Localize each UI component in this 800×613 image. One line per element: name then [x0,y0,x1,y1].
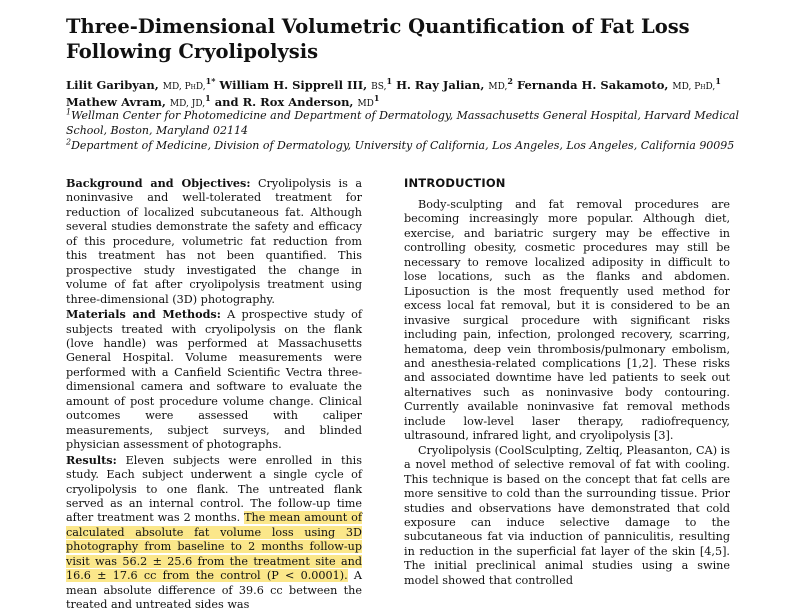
author: Fernanda H. Sakamoto, MD, PhD,$^1$ [516,76,721,92]
abstract-methods [66,307,362,453]
paper-title: Three-Dimensional Volumetric Quantification of Fat Loss Following Cryolipolysis [66,15,690,63]
intro-paragraph-1: Body-sculpting and fat removal procedures are becoming increasingly more popular. Although diet, exercise, and bariatric surgery may be effective in controlling obesity, cosmetic procedures may still be necessary to remove localized adiposity in difficult to lose locations, such as the flanks and abdomen. Liposuction is the most frequently used method for excess local fat removal, but it is considered to be an invasive surgical procedure with significant risks including pain, infection, prolonged recovery, scarring, hematoma, deep vein thrombosis/pulmonary embolism, and anesthesia-related complications [1,2]. These risks and associated downtime have led patients to seek out alternatives such as noninvasive body contouring. Currently available noninvasive fat removal methods include low-level laser therapy, radiofrequency, ultrasound, infrared light, and cryolipolysis [3]. [404,198,730,443]
introduction-column [404,176,730,588]
intro-paragraph-2: Cryolipolysis (CoolSculpting, Zeltiq, Pleasanton, CA) is a novel method of selective removal of fat with cooling. This technique is based on the concept that fat cells are more sensitive to cold than the surrounding tissue. Prior studies and observations have demonstrated that cold exposure can induce selective damage to the subcutaneous fat via induction of panniculitis, resulting in reduction in the superficial fat layer of the skin [4,5]. The initial preclinical animal studies using a swine model showed that controlled [404,443,730,587]
author: and R. Rox Anderson, $MD^1$ [214,93,380,109]
introduction-heading: INTRODUCTION [404,176,506,190]
abstract-column [66,176,362,613]
author: William H. Sipprell III, BS,$^1$ [219,76,393,92]
results-text-continued: A mean absolute difference of 39.6 cc between the treated and untreated sides was [66,569,362,612]
author-list [66,78,746,112]
affiliation-2: $^2$Department of Medicine, Division of Dermatology, University of California, Los Angeles, Los Angeles, California 90095 [66,137,735,152]
author: Lilit Garibyan, MD, PhD,$^{1*}$ [66,76,216,92]
methods-label: Materials and Methods: [66,307,221,322]
author: H. Ray Jalian, MD,$^2$ [396,76,513,92]
author: Mathew Avram, MD, JD,$^1$ [66,93,211,109]
background-label: Background and Objectives: [66,176,251,190]
methods-text: A prospective study of subjects treated with cryolipolysis on the flank (love handle) was performed at Massachusetts General Hospital. Volume measurements were performed with a Canfield Scientific Vectra three-dimensional camera and software to evaluate the amount of post procedure volume change. Clinical outcomes were assessed with caliper measurements, subject surveys, and blinded physician assessment of photographs. [66,308,362,452]
background-text: Cryolipolysis is a noninvasive and well-tolerated treatment for reduction of localized subcutaneous fat. Although several studies demonstrate the safety and efficacy of this procedure, volumetric fat reduction from this treatment has not been quantified. This prospective study investigated the change in volume of fat after cryolipolysis treatment using three-dimensional (3D) photography. [66,177,363,306]
results-text: Eleven subjects were enrolled in this study. Each subject underwent a single cycle of cryolipolysis to one flank. The untreated flank served as an internal control. The follow-up time after treatment was 2 months. [66,453,363,525]
results-label: Results: [66,452,117,467]
highlighted-result: The mean amount of calculated absolute fat volume loss using 3D photography from baseline to 2 months follow-up visit was 56.2 ± 25.6 from the treatment site and 16.6 ± 17.6 cc from the control (P < 0.0001). [66,511,363,583]
affiliation-1: $^1$Wellman Center for Photomedicine and Department of Dermatology, Massachusetts General Hospital, Harvard Medical School, Boston, Maryland 02114 [66,107,739,137]
abstract-results [66,453,362,613]
abstract-background [66,176,362,307]
